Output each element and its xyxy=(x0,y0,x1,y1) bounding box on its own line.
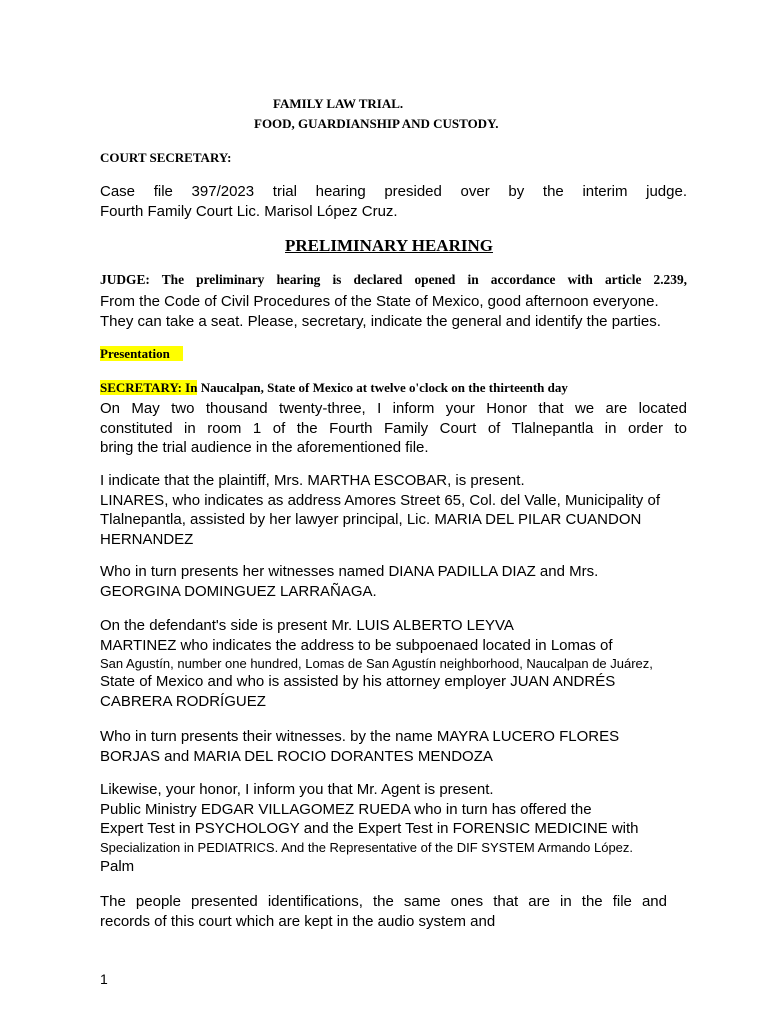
secretary-label: SECRETARY: In xyxy=(100,380,198,395)
para2-line-1: I indicate that the plaintiff, Mrs. MARTHA ESCOBAR, is present. xyxy=(100,472,525,489)
case-line-1: Case file 397/2023 trial hearing presided over by the interim judge. xyxy=(100,183,687,200)
judge-line-1: JUDGE: The preliminary hearing is declared opened in accordance with article 2.239, xyxy=(100,272,687,287)
para7-line-1: The people presented identifications, the same ones that are in the file and xyxy=(100,893,667,910)
secretary-line-rest: Naucalpan, State of Mexico at twelve o'clock on the thirteenth day xyxy=(197,380,568,395)
para6-line-4: Specialization in PEDIATRICS. And the Representative of the DIF SYSTEM Armando López. xyxy=(100,839,634,855)
para6-line-3: Expert Test in PSYCHOLOGY and the Expert Test in FORENSIC MEDICINE with xyxy=(100,820,639,837)
title-line-1: FAMILY LAW TRIAL. xyxy=(273,96,404,111)
judge-line-2: From the Code of Civil Procedures of the State of Mexico, good afternoon everyone. xyxy=(100,293,659,310)
para6-line-1: Likewise, your honor, I inform you that Mr. Agent is present. xyxy=(100,781,494,798)
secretary-line xyxy=(100,380,568,396)
paragraph-plaintiff-witnesses xyxy=(100,562,687,601)
para7-line-2: records of this court which are kept in the audio system and xyxy=(100,912,496,930)
paragraph-defendant xyxy=(100,616,687,711)
para5-line-2: BORJAS and MARIA DEL ROCIO DORANTES MENDOZA xyxy=(100,747,493,765)
para6-line-5: Palm xyxy=(100,857,135,875)
judge-line-3: They can take a seat. Please, secretary, indicate the general and identify the parties. xyxy=(100,312,661,330)
para2-line-3: Tlalnepantla, assisted by her lawyer principal, Lic. MARIA DEL PILAR CUANDON xyxy=(100,511,642,528)
para4-line-3: San Agustín, number one hundred, Lomas de San Agustín neighborhood, Naucalpan de Juárez, xyxy=(100,656,653,671)
case-line-2: Fourth Family Court Lic. Marisol López Cruz. xyxy=(100,202,398,220)
para1-line-1: On May two thousand twenty-three, I inform your Honor that we are located xyxy=(100,400,687,417)
para4-line-1: On the defendant's side is present Mr. LUIS ALBERTO LEYVA xyxy=(100,617,514,634)
para2-line-4: HERNANDEZ xyxy=(100,530,194,548)
para3-line-2: GEORGINA DOMINGUEZ LARRAÑAGA. xyxy=(100,582,377,600)
para6-line-2: Public Ministry EDGAR VILLAGOMEZ RUEDA who in turn has offered the xyxy=(100,800,592,818)
para3-line-1: Who in turn presents her witnesses named DIANA PADILLA DIAZ and Mrs. xyxy=(100,563,599,580)
title-line-2: FOOD, GUARDIANSHIP AND CUSTODY. xyxy=(254,116,499,131)
case-paragraph xyxy=(100,182,687,221)
section-heading: PRELIMINARY HEARING xyxy=(285,236,493,255)
presentation-highlight-pad xyxy=(170,346,183,361)
presentation-highlight: Presentation xyxy=(100,346,170,361)
para2-line-2: LINARES, who indicates as address Amores Street 65, Col. del Valle, Municipality of xyxy=(100,491,660,509)
para1-line-3: bring the trial audience in the aforementioned file. xyxy=(100,439,429,456)
paragraph-plaintiff xyxy=(100,471,687,549)
judge-paragraph xyxy=(100,292,687,331)
para1-line-2: constituted in room 1 of the Fourth Family Court of Tlalnepantla in order to xyxy=(100,419,687,437)
paragraph-public-ministry xyxy=(100,780,687,876)
court-secretary-heading: COURT SECRETARY: xyxy=(100,150,232,165)
para4-line-4: State of Mexico and who is assisted by his attorney employer JUAN ANDRÉS xyxy=(100,673,616,690)
para5-line-1: Who in turn presents their witnesses. by the name MAYRA LUCERO FLORES xyxy=(100,728,620,745)
paragraph-identifications xyxy=(100,892,667,931)
presentation-label xyxy=(100,346,183,362)
para4-line-5: CABRERA RODRÍGUEZ xyxy=(100,692,266,710)
page-number: 1 xyxy=(100,971,108,987)
para4-line-2: MARTINEZ who indicates the address to be subpoenaed located in Lomas of xyxy=(100,636,613,654)
paragraph-location xyxy=(100,399,687,458)
paragraph-defendant-witnesses xyxy=(100,727,687,766)
